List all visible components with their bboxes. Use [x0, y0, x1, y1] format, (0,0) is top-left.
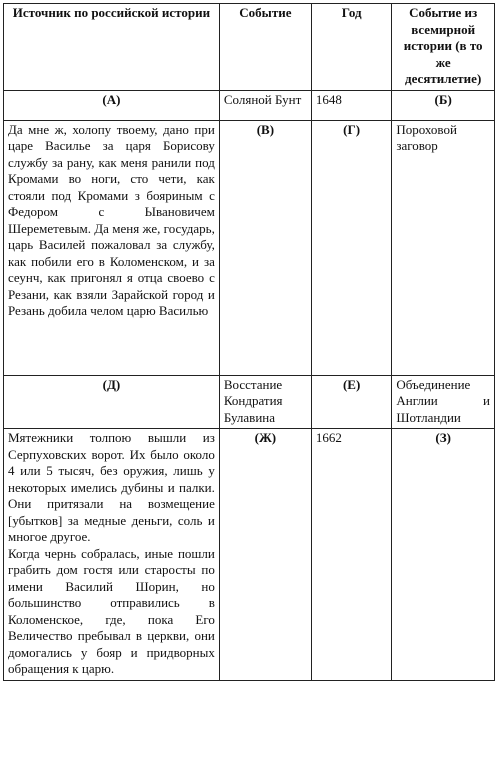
cell-event: (В) [219, 120, 311, 375]
cell-year: 1662 [311, 429, 391, 681]
cell-world-event: Объединение Англии и Шотландии [392, 375, 495, 429]
table-row [4, 90, 495, 120]
cell-year: (Г) [311, 120, 391, 375]
cell-source: Да мне ж, холопу твоему, дано при царе Василье за царя Борисову службу за рану, как меня ранили под Кромами во ноги, сто чети, как стояли под Кромами з бояриным с Федором с Ывановичем Шереметевым. Да меня же, государь, царь Василей пожаловал за службу, как побили его в Коломенском, и за сеунч, как пригонял я отца своево с Резани, как взяли Зарайской город и Резань добила челом царю Василью [4, 120, 220, 375]
header-source: Источник по российской истории [4, 4, 220, 91]
header-world-event: Событие из всемирной истории (в то же десятилетие) [392, 4, 495, 91]
header-year: Год [311, 4, 391, 91]
cell-source: (А) [4, 90, 220, 120]
cell-event: Соляной Бунт [219, 90, 311, 120]
cell-event: Восстание Кондратия Булавина [219, 375, 311, 429]
table-row [4, 375, 495, 429]
cell-year: 1648 [311, 90, 391, 120]
cell-source [4, 429, 220, 681]
source-paragraph: Когда чернь собралась, иные пошли грабить дом гостя или старосты по имени Василий Шорин, но большинство отправились в Коломенское, где, пока Его Величество пребывал в церкви, они домогались у бояр и придворных обращения к царю. [8, 545, 215, 676]
table-header-row [4, 4, 495, 91]
table-row [4, 429, 495, 681]
cell-world-event: Пороховой заговор [392, 120, 495, 375]
header-event: Событие [219, 4, 311, 91]
table-row [4, 120, 495, 375]
cell-year: (Е) [311, 375, 391, 429]
cell-world-event: (Б) [392, 90, 495, 120]
cell-source: (Д) [4, 375, 220, 429]
source-paragraph: Мятежники толпою вышли из Серпуховских ворот. Их было около 4 или 5 тысяч, без оружия, лишь у некоторых имелись дубины и палки. Они притязали на возмещение [убытков] за медные деньги, соль и многое другое. [8, 430, 215, 544]
history-table [3, 3, 495, 681]
cell-world-event: (З) [392, 429, 495, 681]
cell-event: (Ж) [219, 429, 311, 681]
